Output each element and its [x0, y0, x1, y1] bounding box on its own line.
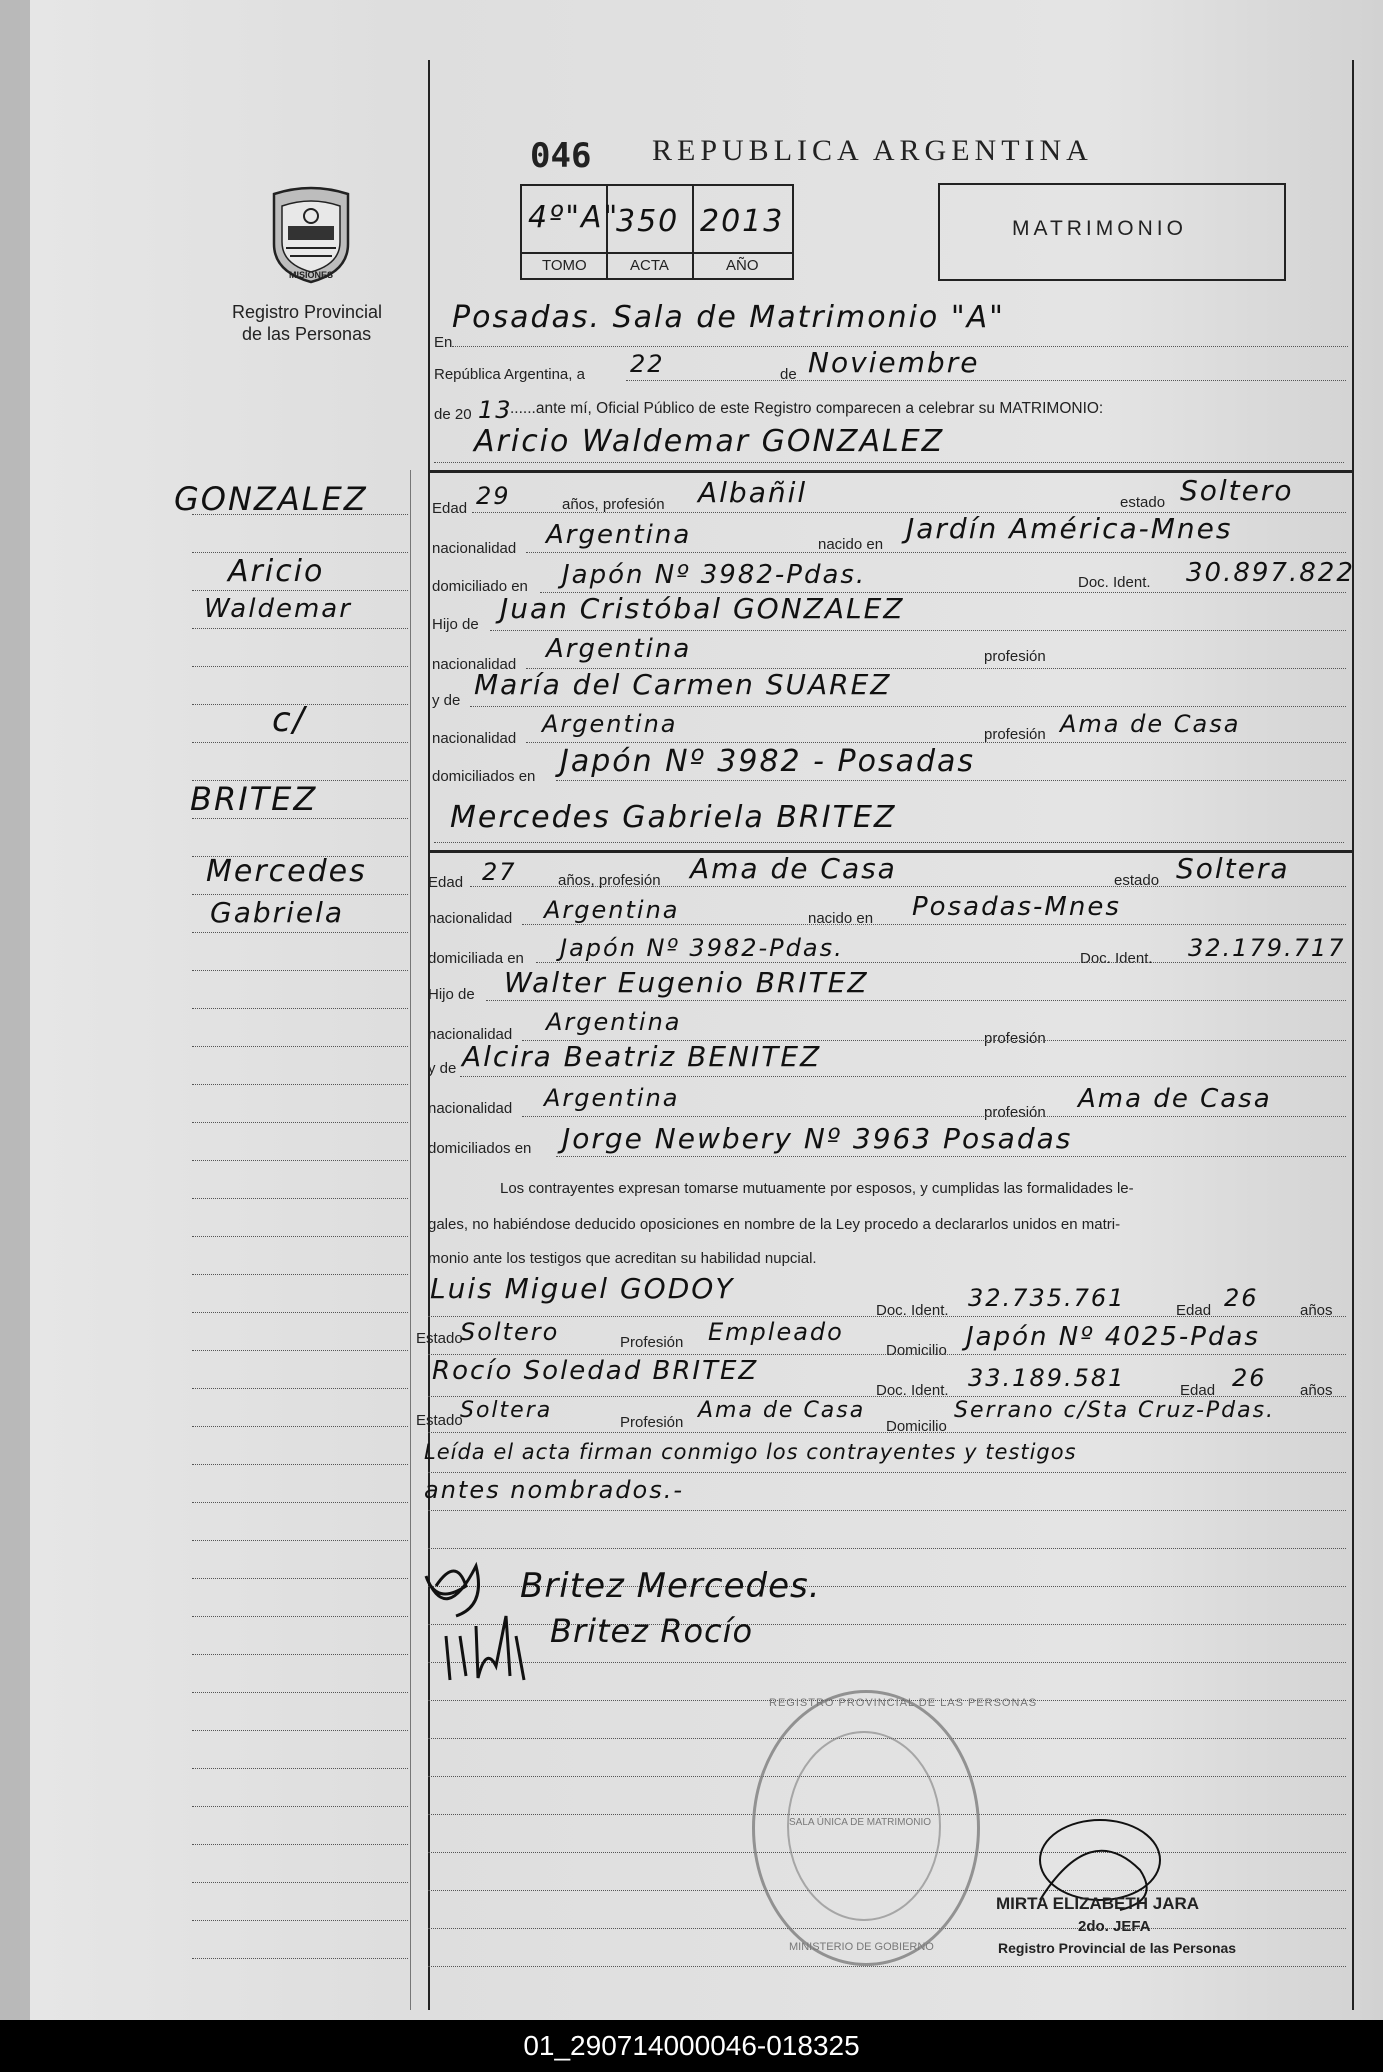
- witness1-status: Soltero: [460, 1318, 560, 1346]
- witness2-profession: Ama de Casa: [698, 1398, 866, 1423]
- official-name: MIRTA ELIZABETH JARA: [996, 1894, 1200, 1913]
- witness2-edad-label: Edad: [1180, 1382, 1216, 1399]
- act-type-label: MATRIMONIO: [1012, 217, 1187, 240]
- margin-ruled-line: [192, 1768, 408, 1769]
- registry-name-line2: de las Personas: [242, 324, 372, 344]
- groom-estado-label: estado: [1120, 494, 1166, 511]
- margin-ruled-line: [192, 1806, 408, 1807]
- margin-ruled-line: [192, 970, 408, 971]
- margin-ruled-line: [192, 1236, 408, 1237]
- declaration-line1: Los contrayentes expresan tomarse mutuamente por esposos, y cumplidas las formalidades le-: [500, 1180, 1134, 1197]
- registry-name-line1: Registro Provincial: [232, 302, 383, 322]
- margin-groom-surname: GONZALEZ: [174, 480, 368, 518]
- bride-yde-label: y de: [428, 1060, 457, 1077]
- bride-doc-label: Doc. Ident.: [1080, 950, 1153, 967]
- margin-ruled-line: [192, 1426, 408, 1427]
- bride-father-nac-label: nacionalidad: [428, 1026, 513, 1043]
- logo-text: MISIONES: [289, 270, 334, 280]
- groom-edad-label: Edad: [432, 500, 468, 517]
- witness2-age: 26: [1232, 1364, 1267, 1392]
- margin-ruled-line: [192, 1274, 408, 1275]
- witness2-status: Soltera: [460, 1398, 553, 1423]
- margin-ruled-line: [192, 1502, 408, 1503]
- bride-father: Walter Eugenio BRITEZ: [504, 966, 869, 999]
- groom-mother-profession: Ama de Casa: [1060, 710, 1241, 738]
- groom-yde-label: y de: [432, 692, 461, 709]
- body-ruled-line: [428, 1662, 1346, 1663]
- margin-ruled-line: [192, 1084, 408, 1085]
- margin-ruled-line: [192, 1958, 408, 1959]
- margin-ruled-line: [192, 1578, 408, 1579]
- margin-ruled-line: [192, 1920, 408, 1921]
- bride-mother-prof-label: profesión: [984, 1104, 1046, 1121]
- bride-anios-profesion-label: años, profesión: [558, 872, 661, 889]
- page-edge: [0, 0, 30, 2020]
- bride-mother: Alcira Beatriz BENITEZ: [462, 1040, 822, 1073]
- country-title: REPUBLICA ARGENTINA: [652, 134, 1093, 167]
- groom-nationality: Argentina: [546, 520, 692, 550]
- appear-text: ......ante mí, Oficial Público de este Registro comparecen a celebrar su MATRIMONIO:: [510, 400, 1104, 417]
- margin-ruled-line: [192, 742, 408, 743]
- margin-bride-surname: BRITEZ: [190, 780, 318, 818]
- witness2-doc-label: Doc. Ident.: [876, 1382, 949, 1399]
- witness1-edad-label: Edad: [1176, 1302, 1212, 1319]
- bride-parents-address: Jorge Newbery Nº 3963 Posadas: [562, 1122, 1073, 1155]
- groom-nac-label: nacionalidad: [432, 540, 517, 557]
- groom-doc: 30.897.822: [1186, 558, 1355, 588]
- groom-doc-label: Doc. Ident.: [1078, 574, 1151, 591]
- ano-value: 2013: [700, 204, 785, 239]
- groom-birthplace: Jardín América-Mnes: [906, 512, 1233, 545]
- witness2-domicilio-label: Domicilio: [886, 1418, 947, 1435]
- groom-address: Japón Nº 3982-Pdas.: [562, 560, 867, 590]
- groom-full-name: Aricio Waldemar GONZALEZ: [474, 424, 945, 459]
- margin-ruled-line: [192, 1654, 408, 1655]
- groom-mother-prof-label: profesión: [984, 726, 1046, 743]
- bride-full-name: Mercedes Gabriela BRITEZ: [450, 800, 897, 835]
- groom-profession: Albañil: [698, 476, 808, 509]
- witness2-doc: 33.189.581: [968, 1364, 1126, 1392]
- declaration-line3: monio ante los testigos que acreditan su habilidad nupcial.: [428, 1250, 817, 1267]
- ano-label: AÑO: [726, 257, 759, 274]
- acta-label: ACTA: [630, 257, 669, 274]
- right-page-edge: [1352, 60, 1354, 2010]
- declaration-line2: gales, no habiéndose deducido oposiciones en nombre de la Ley procedo a declararlos unidos en matri-: [428, 1216, 1121, 1233]
- witness1-name: Luis Miguel GODOY: [430, 1272, 735, 1305]
- groom-father-prof-label: profesión: [984, 648, 1046, 665]
- bride-mother-profession: Ama de Casa: [1078, 1084, 1272, 1114]
- witness1-address: Japón Nº 4025-Pdas: [966, 1322, 1260, 1352]
- bride-father-prof-label: profesión: [984, 1030, 1046, 1047]
- groom-parents-address: Japón Nº 3982 - Posadas: [560, 744, 976, 779]
- bride-nac-label: nacionalidad: [428, 910, 513, 927]
- margin-ruled-line: [192, 1388, 408, 1389]
- groom-mother-nac-label: nacionalidad: [432, 730, 517, 747]
- en-label: En: [434, 334, 453, 351]
- bride-hijo-label: Hijo de: [428, 986, 475, 1003]
- margin-ruled-line: [192, 1882, 408, 1883]
- margin-ruled-line: [192, 932, 408, 933]
- margin-ruled-line: [192, 1616, 408, 1617]
- act-type-box: [938, 183, 1286, 281]
- margin-connector: c/: [272, 700, 307, 740]
- tomo-value: 4º"A": [528, 200, 620, 235]
- margin-bride-name2: Gabriela: [210, 896, 345, 929]
- groom-anios-profesion-label: años, profesión: [562, 496, 665, 513]
- margin-ruled-line: [192, 628, 408, 629]
- margin-groom-name1: Aricio: [228, 554, 325, 589]
- bride-nacido-label: nacido en: [808, 910, 874, 927]
- margin-ruled-line: [192, 894, 408, 895]
- section-divider-1: [430, 470, 1352, 473]
- bride-mother-nac-label: nacionalidad: [428, 1100, 513, 1117]
- tomo-acta-ano-table: [520, 184, 794, 280]
- signature-bride: Britez Mercedes.: [520, 1566, 821, 1606]
- witness1-domicilio-label: Domicilio: [886, 1342, 947, 1359]
- witness2-prof-label: Profesión: [620, 1414, 684, 1431]
- month: Noviembre: [808, 346, 980, 379]
- groom-mother-nationality: Argentina: [542, 710, 678, 738]
- closing-line1: Leída el acta firman conmigo los contrayentes y testigos: [424, 1440, 1077, 1464]
- bride-doc: 32.179.717: [1188, 934, 1346, 962]
- margin-ruled-line: [192, 1198, 408, 1199]
- witness1-age: 26: [1224, 1284, 1259, 1312]
- bride-profession: Ama de Casa: [690, 852, 897, 885]
- groom-mother: María del Carmen SUAREZ: [474, 668, 892, 701]
- groom-nacido-label: nacido en: [818, 536, 884, 553]
- witness1-doc-label: Doc. Ident.: [876, 1302, 949, 1319]
- margin-ruled-line: [192, 1844, 408, 1845]
- witness2-name: Rocío Soledad BRITEZ: [432, 1356, 759, 1386]
- bride-domic-label: domiciliada en: [428, 950, 524, 967]
- margin-ruled-line: [192, 1692, 408, 1693]
- day: 22: [630, 350, 665, 378]
- bride-father-nationality: Argentina: [546, 1008, 682, 1036]
- groom-hijo-label: Hijo de: [432, 616, 479, 633]
- bride-edad-label: Edad: [428, 874, 464, 891]
- groom-father: Juan Cristóbal GONZALEZ: [500, 592, 905, 625]
- bride-mother-nationality: Argentina: [544, 1084, 680, 1112]
- groom-father-nationality: Argentina: [546, 634, 692, 664]
- groom-domic-label: domiciliado en: [432, 578, 528, 595]
- registry-logo: [268, 186, 354, 284]
- margin-ruled-line: [192, 1008, 408, 1009]
- margin-ruled-line: [192, 1122, 408, 1123]
- year-suffix: 13: [478, 396, 513, 424]
- bride-estado-label: estado: [1114, 872, 1160, 889]
- body-ruled-line: [428, 1510, 1346, 1511]
- margin-ruled-line: [192, 590, 408, 591]
- seal-inner-text: SALA ÚNICA DE MATRIMONIO: [789, 1817, 932, 1828]
- witness1-prof-label: Profesión: [620, 1334, 684, 1351]
- bride-domiciliados-label: domiciliados en: [428, 1140, 532, 1157]
- bride-age: 27: [482, 858, 517, 886]
- witness2-address: Serrano c/Sta Cruz-Pdas.: [954, 1398, 1276, 1423]
- seal-bottom-text: MINISTERIO DE GOBIERNO: [789, 1941, 934, 1953]
- margin-groom-name2: Waldemar: [204, 594, 352, 624]
- groom-domiciliados-label: domiciliados en: [432, 768, 536, 785]
- left-margin-line: [410, 470, 411, 2010]
- margin-ruled-line: [192, 1540, 408, 1541]
- margin-bride-name1: Mercedes: [206, 854, 367, 889]
- registry-seal: [752, 1690, 1038, 1966]
- witness1-profession: Empleado: [708, 1318, 844, 1346]
- place: Posadas. Sala de Matrimonio "A": [452, 300, 1005, 335]
- bride-address: Japón Nº 3982-Pdas.: [560, 934, 844, 962]
- de-label: de: [780, 366, 797, 383]
- groom-age: 29: [476, 482, 511, 510]
- margin-ruled-line: [192, 666, 408, 667]
- witness1-estado-label: Estado: [416, 1330, 463, 1347]
- witness1-doc: 32.735.761: [968, 1284, 1126, 1312]
- margin-ruled-line: [192, 1312, 408, 1313]
- bride-birthplace: Posadas-Mnes: [912, 892, 1121, 922]
- groom-status: Soltero: [1180, 474, 1294, 507]
- margin-ruled-line: [192, 1350, 408, 1351]
- official-office: Registro Provincial de las Personas: [998, 1940, 1237, 1956]
- margin-ruled-line: [192, 1046, 408, 1047]
- margin-ruled-line: [192, 1464, 408, 1465]
- margin-ruled-line: [192, 552, 408, 553]
- margin-ruled-line: [192, 1160, 408, 1161]
- bride-nationality: Argentina: [544, 896, 680, 924]
- witness1-anios-label: años: [1300, 1302, 1333, 1319]
- seal-ring-text: REGISTRO PROVINCIAL DE LAS PERSONAS: [769, 1697, 1038, 1709]
- acta-value: 350: [616, 204, 680, 239]
- year-prefix: de 20: [434, 406, 472, 423]
- body-ruled-line: [428, 1966, 1346, 1967]
- margin-ruled-line: [192, 1730, 408, 1731]
- footer-code: 01_290714000046-018325: [0, 2020, 1383, 2072]
- tomo-label: TOMO: [542, 257, 587, 274]
- official-role: 2do. JEFA: [1078, 1918, 1151, 1935]
- closing-line2: antes nombrados.-: [424, 1476, 685, 1504]
- margin-ruled-line: [192, 818, 408, 819]
- folio-number: 046: [530, 136, 592, 176]
- witness2-estado-label: Estado: [416, 1412, 463, 1429]
- bride-status: Soltera: [1176, 852, 1290, 885]
- groom-father-nac-label: nacionalidad: [432, 656, 517, 673]
- witness2-anios-label: años: [1300, 1382, 1333, 1399]
- body-ruled-line: [428, 1548, 1346, 1549]
- republica-label: República Argentina, a: [434, 366, 585, 383]
- signature-witness2: Britez Rocío: [550, 1612, 754, 1650]
